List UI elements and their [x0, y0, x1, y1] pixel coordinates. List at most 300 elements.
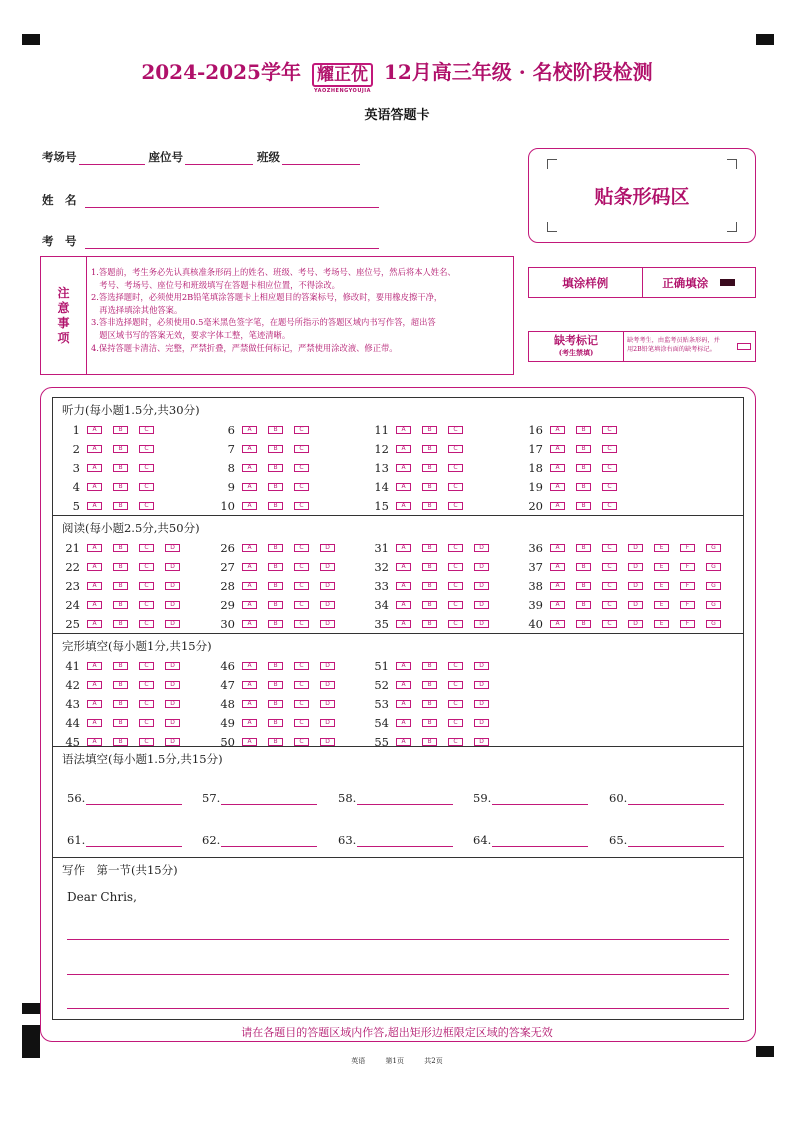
answer-bubble-d[interactable]: D: [165, 681, 180, 689]
answer-bubble-a[interactable]: A: [550, 483, 565, 491]
answer-bubble-c[interactable]: C: [448, 719, 463, 727]
answer-bubble-f[interactable]: F: [680, 620, 695, 628]
question-row: [525, 599, 732, 611]
grammar-blank[interactable]: [67, 791, 182, 805]
answer-bubble-a[interactable]: A: [242, 601, 257, 609]
answer-bubble-b[interactable]: B: [576, 544, 591, 552]
answer-bubble-a[interactable]: A: [87, 582, 102, 590]
question-row: [525, 424, 628, 436]
answer-bubble-a[interactable]: A: [550, 426, 565, 434]
answer-bubble-a[interactable]: A: [396, 719, 411, 727]
answer-bubble-d[interactable]: D: [165, 601, 180, 609]
answer-bubble-b[interactable]: B: [268, 502, 283, 510]
answer-bubble-b[interactable]: B: [422, 582, 437, 590]
grammar-blank[interactable]: [473, 791, 588, 805]
answer-bubble-c[interactable]: C: [448, 662, 463, 670]
answer-bubble-c[interactable]: C: [139, 620, 154, 628]
answer-bubble-c[interactable]: C: [294, 544, 309, 552]
question-row: [371, 698, 500, 710]
blank-number: 57.: [202, 791, 221, 805]
answer-bubble-c[interactable]: C: [139, 681, 154, 689]
answer-bubble-a[interactable]: A: [550, 502, 565, 510]
answer-bubble-a[interactable]: A: [242, 662, 257, 670]
blank-line[interactable]: [221, 795, 317, 805]
answer-bubble-c[interactable]: C: [294, 681, 309, 689]
answer-bubble-b[interactable]: B: [422, 426, 437, 434]
answer-bubble-b[interactable]: B: [113, 445, 128, 453]
question-number: 26: [220, 541, 235, 555]
answer-bubble-b[interactable]: B: [113, 738, 128, 746]
blank-line[interactable]: [86, 837, 182, 847]
question-row: [525, 500, 628, 512]
answer-bubble-a[interactable]: A: [550, 445, 565, 453]
answer-bubble-c[interactable]: C: [602, 502, 617, 510]
grammar-blank[interactable]: [67, 833, 182, 847]
answer-bubble-b[interactable]: B: [576, 563, 591, 571]
absent-mark-bubble[interactable]: [737, 343, 751, 350]
answer-bubble-c[interactable]: C: [294, 483, 309, 491]
question-number: 49: [220, 716, 235, 730]
answer-bubble-c[interactable]: C: [139, 426, 154, 434]
answer-bubble-a[interactable]: A: [242, 483, 257, 491]
question-row: [62, 580, 191, 592]
blank-line[interactable]: [221, 837, 317, 847]
blank-line[interactable]: [628, 795, 724, 805]
answer-bubble-c[interactable]: C: [139, 582, 154, 590]
section-title-grammar: 语法填空(每小题1.5分,共15分): [62, 752, 223, 766]
answer-bubble-c[interactable]: C: [602, 563, 617, 571]
answer-bubble-b[interactable]: B: [268, 700, 283, 708]
question-number: 16: [528, 423, 543, 437]
answer-bubble-d[interactable]: D: [628, 544, 643, 552]
answer-bubble-a[interactable]: A: [242, 738, 257, 746]
candidate-info-row: [42, 149, 364, 165]
answer-bubble-c[interactable]: C: [294, 700, 309, 708]
seat-label: 座位号: [148, 150, 183, 164]
question-number: 33: [374, 579, 389, 593]
answer-bubble-a[interactable]: A: [396, 738, 411, 746]
answer-bubble-b[interactable]: B: [268, 601, 283, 609]
answer-bubble-g[interactable]: G: [706, 601, 721, 609]
answer-bubble-a[interactable]: A: [396, 681, 411, 689]
answer-bubble-b[interactable]: B: [422, 544, 437, 552]
answer-bubble-b[interactable]: B: [422, 445, 437, 453]
answer-bubble-b[interactable]: B: [268, 426, 283, 434]
blank-line[interactable]: [86, 795, 182, 805]
grammar-blank[interactable]: [338, 833, 453, 847]
blank-line[interactable]: [628, 837, 724, 847]
question-number: 51: [374, 659, 389, 673]
page-subtitle: 英语答题卡: [364, 108, 430, 123]
answer-bubble-c[interactable]: C: [448, 483, 463, 491]
answer-bubble-f[interactable]: F: [680, 544, 695, 552]
answer-bubble-d[interactable]: D: [474, 719, 489, 727]
answer-bubble-c[interactable]: C: [294, 445, 309, 453]
class-label: 班级: [257, 150, 280, 164]
answer-bubble-a[interactable]: A: [87, 426, 102, 434]
answer-bubble-d[interactable]: D: [474, 544, 489, 552]
answer-bubble-b[interactable]: B: [268, 483, 283, 491]
answer-bubble-c[interactable]: C: [139, 445, 154, 453]
answer-bubble-a[interactable]: A: [396, 502, 411, 510]
answer-bubble-b[interactable]: B: [422, 483, 437, 491]
answer-bubble-a[interactable]: A: [242, 464, 257, 472]
answer-bubble-f[interactable]: F: [680, 582, 695, 590]
answer-bubble-c[interactable]: C: [448, 582, 463, 590]
grammar-blank[interactable]: [473, 833, 588, 847]
page-info: [0, 1056, 794, 1066]
answer-bubble-a[interactable]: A: [87, 681, 102, 689]
exam-room-field[interactable]: [79, 153, 145, 165]
answer-bubble-c[interactable]: C: [602, 464, 617, 472]
answer-bubble-c[interactable]: C: [139, 662, 154, 670]
answer-bubble-b[interactable]: B: [113, 544, 128, 552]
answer-bubble-b[interactable]: B: [422, 738, 437, 746]
answer-bubble-d[interactable]: D: [165, 700, 180, 708]
answer-bubble-c[interactable]: C: [139, 483, 154, 491]
answer-bubble-c[interactable]: C: [448, 700, 463, 708]
answer-bubble-a[interactable]: A: [396, 544, 411, 552]
notice-line: 2.答选择题时，必须使用2B铅笔填涂答题卡上相应题目的答案标号，修改时，要用橡皮擦干净，: [91, 292, 443, 303]
question-number: 29: [220, 598, 235, 612]
grammar-blank[interactable]: [338, 791, 453, 805]
answer-bubble-c[interactable]: C: [448, 426, 463, 434]
question-number: 50: [220, 735, 235, 749]
answer-bubble-b[interactable]: B: [113, 620, 128, 628]
page-total: 共2页: [424, 1057, 443, 1065]
answer-bubble-c[interactable]: C: [448, 502, 463, 510]
answer-bubble-b[interactable]: B: [113, 426, 128, 434]
answer-bubble-b[interactable]: B: [576, 502, 591, 510]
answer-bubble-b[interactable]: B: [576, 582, 591, 590]
class-field[interactable]: [282, 153, 360, 165]
answer-bubble-b[interactable]: B: [576, 426, 591, 434]
answer-bubble-a[interactable]: A: [396, 620, 411, 628]
answer-bubble-a[interactable]: A: [87, 601, 102, 609]
answer-bubble-e[interactable]: E: [654, 582, 669, 590]
answer-bubble-d[interactable]: D: [474, 738, 489, 746]
answer-bubble-b[interactable]: B: [576, 601, 591, 609]
answer-bubble-a[interactable]: A: [87, 700, 102, 708]
answer-bubble-b[interactable]: B: [268, 662, 283, 670]
section-title-reading: 阅读(每小题2.5分,共50分): [62, 521, 200, 535]
answer-bubble-c[interactable]: C: [294, 582, 309, 590]
answer-bubble-a[interactable]: A: [396, 426, 411, 434]
answer-bubble-a[interactable]: A: [242, 426, 257, 434]
answer-bubble-a[interactable]: A: [550, 563, 565, 571]
grammar-blank[interactable]: [202, 833, 317, 847]
section-listening: [53, 398, 743, 516]
question-number: 38: [528, 579, 543, 593]
exam-no-field[interactable]: [85, 237, 379, 249]
exam-no-row: [42, 233, 383, 249]
answer-bubble-c[interactable]: C: [448, 738, 463, 746]
answer-bubble-c[interactable]: C: [448, 601, 463, 609]
answer-bubble-d[interactable]: D: [628, 601, 643, 609]
answer-bubble-a[interactable]: A: [87, 464, 102, 472]
answer-bubble-b[interactable]: B: [113, 502, 128, 510]
answer-bubble-b[interactable]: B: [113, 601, 128, 609]
question-number: 42: [65, 678, 80, 692]
answer-bubble-b[interactable]: B: [113, 483, 128, 491]
answer-bubble-a[interactable]: A: [87, 563, 102, 571]
question-number: 13: [374, 461, 389, 475]
answer-bubble-a[interactable]: A: [396, 601, 411, 609]
question-number: 27: [220, 560, 235, 574]
answer-bubble-b[interactable]: B: [113, 700, 128, 708]
answer-bubble-a[interactable]: A: [242, 700, 257, 708]
answer-bubble-e[interactable]: E: [654, 544, 669, 552]
answer-bubble-a[interactable]: A: [396, 483, 411, 491]
blank-line[interactable]: [492, 837, 588, 847]
answer-bubble-c[interactable]: C: [294, 662, 309, 670]
answer-bubble-b[interactable]: B: [422, 563, 437, 571]
question-number: 8: [227, 461, 235, 475]
answer-bubble-a[interactable]: A: [87, 544, 102, 552]
answer-bubble-b[interactable]: B: [576, 445, 591, 453]
blank-number: 61.: [67, 833, 86, 847]
blank-number: 65.: [609, 833, 628, 847]
answer-bubble-a[interactable]: A: [242, 502, 257, 510]
blank-line[interactable]: [357, 795, 453, 805]
answer-bubble-b[interactable]: B: [113, 681, 128, 689]
answer-bubble-c[interactable]: C: [602, 620, 617, 628]
answer-bubble-c[interactable]: C: [448, 620, 463, 628]
answer-bubble-d[interactable]: D: [165, 563, 180, 571]
seat-field[interactable]: [185, 153, 253, 165]
answer-bubble-d[interactable]: D: [165, 738, 180, 746]
answer-bubble-c[interactable]: C: [448, 681, 463, 689]
answer-bubble-b[interactable]: B: [422, 502, 437, 510]
answer-bubble-d[interactable]: D: [474, 662, 489, 670]
answer-bubble-c[interactable]: C: [294, 719, 309, 727]
answer-bubble-e[interactable]: E: [654, 601, 669, 609]
title-prefix: 2024-2025学年: [141, 60, 301, 84]
answer-bubble-c[interactable]: C: [294, 601, 309, 609]
answer-bubble-a[interactable]: A: [87, 620, 102, 628]
answer-bubble-d[interactable]: D: [474, 681, 489, 689]
answer-bubble-c[interactable]: C: [294, 464, 309, 472]
question-row: [371, 424, 474, 436]
barcode-area[interactable]: [528, 148, 756, 243]
answer-bubble-c[interactable]: C: [294, 738, 309, 746]
grammar-blank[interactable]: [609, 833, 724, 847]
answer-bubble-a[interactable]: A: [550, 582, 565, 590]
answer-bubble-e[interactable]: E: [654, 563, 669, 571]
answer-bubble-d[interactable]: D: [628, 582, 643, 590]
answer-bubble-a[interactable]: A: [87, 719, 102, 727]
answer-bubble-b[interactable]: B: [422, 662, 437, 670]
answer-bubble-d[interactable]: D: [320, 563, 335, 571]
answer-bubble-d[interactable]: D: [165, 719, 180, 727]
answer-bubble-a[interactable]: A: [550, 620, 565, 628]
answer-bubble-a[interactable]: A: [87, 483, 102, 491]
answer-bubble-d[interactable]: D: [320, 681, 335, 689]
answer-bubble-c[interactable]: C: [139, 601, 154, 609]
answer-bubble-b[interactable]: B: [576, 464, 591, 472]
answer-bubble-b[interactable]: B: [268, 681, 283, 689]
answer-bubble-b[interactable]: B: [268, 563, 283, 571]
question-row: [371, 660, 500, 672]
answer-bubble-c[interactable]: C: [139, 700, 154, 708]
answer-bubble-a[interactable]: A: [87, 502, 102, 510]
answer-bubble-b[interactable]: B: [422, 464, 437, 472]
answer-bubble-d[interactable]: D: [474, 620, 489, 628]
answer-bubble-c[interactable]: C: [139, 464, 154, 472]
question-number: 53: [374, 697, 389, 711]
answer-bubble-c[interactable]: C: [139, 502, 154, 510]
answer-bubble-a[interactable]: A: [242, 719, 257, 727]
answer-bubble-a[interactable]: A: [242, 620, 257, 628]
answer-bubble-c[interactable]: C: [139, 563, 154, 571]
answer-bubble-a[interactable]: A: [396, 445, 411, 453]
answer-bubble-c[interactable]: C: [602, 426, 617, 434]
notice-box: [40, 256, 514, 375]
answer-bubble-a[interactable]: A: [242, 445, 257, 453]
answer-bubble-c[interactable]: C: [448, 464, 463, 472]
answer-bubble-d[interactable]: D: [165, 582, 180, 590]
answer-bubble-b[interactable]: B: [422, 601, 437, 609]
answer-bubble-d[interactable]: D: [320, 738, 335, 746]
answer-bubble-f[interactable]: F: [680, 601, 695, 609]
answer-bubble-b[interactable]: B: [113, 464, 128, 472]
answer-bubble-d[interactable]: D: [320, 719, 335, 727]
answer-bubble-a[interactable]: A: [87, 662, 102, 670]
answer-bubble-d[interactable]: D: [474, 582, 489, 590]
question-row: [217, 618, 346, 630]
boundary-warning: 请在各题目的答题区域内作答,超出矩形边框限定区域的答案无效: [241, 1026, 553, 1039]
question-row: [217, 443, 320, 455]
question-row: [217, 481, 320, 493]
answer-bubble-d[interactable]: D: [320, 601, 335, 609]
answer-bubble-b[interactable]: B: [113, 563, 128, 571]
answer-bubble-a[interactable]: A: [396, 700, 411, 708]
question-row: [371, 561, 500, 573]
answer-bubble-d[interactable]: D: [474, 563, 489, 571]
brand-logo: 耀正优 YAOZHENGYOUJIA: [313, 65, 371, 94]
answer-bubble-b[interactable]: B: [422, 620, 437, 628]
question-row: [217, 698, 346, 710]
answer-bubble-d[interactable]: D: [628, 563, 643, 571]
answer-bubble-c[interactable]: C: [294, 563, 309, 571]
answer-bubble-b[interactable]: B: [422, 700, 437, 708]
answer-bubble-a[interactable]: A: [242, 563, 257, 571]
subject-label: 英语: [351, 1057, 366, 1065]
writing-line[interactable]: [67, 939, 729, 940]
question-row: [217, 660, 346, 672]
answer-bubble-b[interactable]: B: [268, 620, 283, 628]
answer-bubble-c[interactable]: C: [602, 483, 617, 491]
answer-bubble-a[interactable]: A: [396, 582, 411, 590]
answer-bubble-b[interactable]: B: [268, 738, 283, 746]
writing-line[interactable]: [67, 1008, 729, 1009]
answer-bubble-e[interactable]: E: [654, 620, 669, 628]
answer-bubble-a[interactable]: A: [550, 464, 565, 472]
page-title: [0, 56, 794, 94]
answer-bubble-d[interactable]: D: [320, 620, 335, 628]
answer-bubble-a[interactable]: A: [242, 544, 257, 552]
answer-bubble-c[interactable]: C: [448, 544, 463, 552]
grammar-blank[interactable]: [202, 791, 317, 805]
answer-bubble-g[interactable]: G: [706, 582, 721, 590]
answer-bubble-d[interactable]: D: [474, 601, 489, 609]
answer-bubble-d[interactable]: D: [320, 582, 335, 590]
question-row: [62, 717, 191, 729]
answer-bubble-b[interactable]: B: [422, 681, 437, 689]
answer-bubble-a[interactable]: A: [87, 445, 102, 453]
answer-bubble-a[interactable]: A: [550, 601, 565, 609]
answer-bubble-d[interactable]: D: [474, 700, 489, 708]
question-row: [217, 500, 320, 512]
answer-bubble-b[interactable]: B: [268, 582, 283, 590]
answer-bubble-c[interactable]: C: [139, 544, 154, 552]
answer-bubble-c[interactable]: C: [448, 445, 463, 453]
absent-mark-label: 缺考标记 (考生禁填): [529, 332, 624, 361]
answer-bubble-c[interactable]: C: [139, 738, 154, 746]
question-number: 15: [374, 499, 389, 513]
answer-bubble-d[interactable]: D: [320, 662, 335, 670]
answer-bubble-a[interactable]: A: [87, 738, 102, 746]
blank-line[interactable]: [357, 837, 453, 847]
answer-bubble-b[interactable]: B: [268, 464, 283, 472]
answer-bubble-c[interactable]: C: [602, 544, 617, 552]
answer-bubble-c[interactable]: C: [294, 620, 309, 628]
answer-bubble-b[interactable]: B: [113, 582, 128, 590]
answer-bubble-c[interactable]: C: [602, 601, 617, 609]
answer-bubble-g[interactable]: G: [706, 544, 721, 552]
answer-bubble-a[interactable]: A: [242, 582, 257, 590]
answer-bubble-a[interactable]: A: [396, 662, 411, 670]
answer-bubble-a[interactable]: A: [396, 464, 411, 472]
answer-bubble-d[interactable]: D: [165, 620, 180, 628]
answer-bubble-a[interactable]: A: [396, 563, 411, 571]
question-row: [62, 679, 191, 691]
answer-bubble-b[interactable]: B: [113, 719, 128, 727]
answer-bubble-d[interactable]: D: [165, 544, 180, 552]
answer-bubble-d[interactable]: D: [628, 620, 643, 628]
answer-bubble-a[interactable]: A: [550, 544, 565, 552]
answer-bubble-c[interactable]: C: [448, 563, 463, 571]
answer-bubble-a[interactable]: A: [242, 681, 257, 689]
answer-bubble-b[interactable]: B: [268, 719, 283, 727]
answer-bubble-c[interactable]: C: [139, 719, 154, 727]
question-row: [62, 424, 165, 436]
answer-bubble-b[interactable]: B: [268, 544, 283, 552]
answer-bubble-c[interactable]: C: [602, 582, 617, 590]
name-field[interactable]: [85, 196, 379, 208]
grammar-blank[interactable]: [609, 791, 724, 805]
answer-bubble-c[interactable]: C: [602, 445, 617, 453]
answer-bubble-b[interactable]: B: [113, 662, 128, 670]
answer-bubble-d[interactable]: D: [165, 662, 180, 670]
answer-bubble-b[interactable]: B: [576, 483, 591, 491]
writing-line[interactable]: [67, 974, 729, 975]
answer-bubble-f[interactable]: F: [680, 563, 695, 571]
answer-bubble-b[interactable]: B: [422, 719, 437, 727]
answer-bubble-d[interactable]: D: [320, 700, 335, 708]
answer-bubble-c[interactable]: C: [294, 502, 309, 510]
answer-bubble-d[interactable]: D: [320, 544, 335, 552]
answer-bubble-g[interactable]: G: [706, 563, 721, 571]
answer-bubble-b[interactable]: B: [268, 445, 283, 453]
answer-bubble-g[interactable]: G: [706, 620, 721, 628]
blank-line[interactable]: [492, 795, 588, 805]
answer-bubble-b[interactable]: B: [576, 620, 591, 628]
question-row: [62, 618, 191, 630]
notice-line: 再选择填涂其他答案。: [91, 304, 183, 315]
question-number: 21: [65, 541, 80, 555]
answer-bubble-c[interactable]: C: [294, 426, 309, 434]
